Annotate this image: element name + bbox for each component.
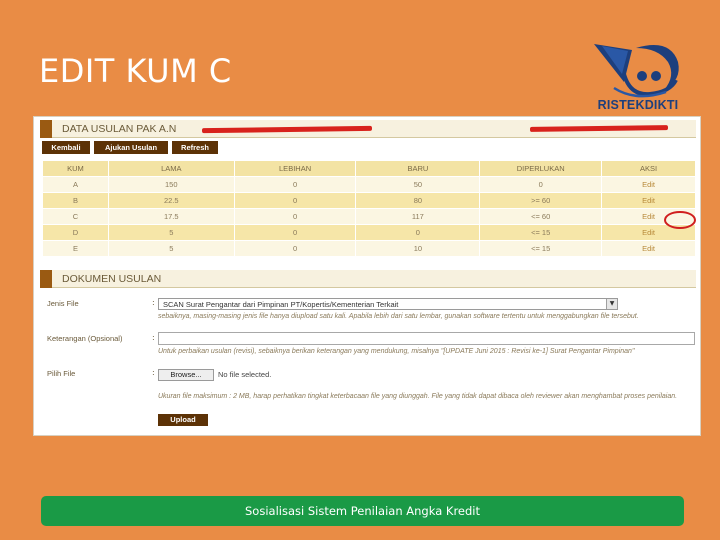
data-usulan-title: DATA USULAN PAK A.N — [62, 123, 177, 135]
column-header: AKSI — [602, 161, 696, 177]
colon: : — [152, 368, 155, 377]
baru-cell: 0 — [356, 225, 480, 241]
name-redaction — [202, 126, 372, 133]
edit-link[interactable]: Edit — [602, 225, 696, 241]
lebihan-cell: 0 — [234, 225, 356, 241]
dokumen-usulan-title: DOKUMEN USULAN — [62, 273, 162, 285]
diperlukan-cell: <= 60 — [480, 209, 602, 225]
edit-link-kum-c[interactable]: Edit — [602, 209, 696, 225]
diperlukan-cell: >= 60 — [480, 193, 602, 209]
diperlukan-cell: <= 15 — [480, 241, 602, 257]
baru-cell: 117 — [356, 209, 480, 225]
logo-text: RISTEKDIKTI — [597, 98, 679, 112]
kum-table — [42, 160, 696, 257]
column-header: DIPERLUKAN — [480, 161, 602, 177]
dokumen-usulan-header — [40, 270, 696, 288]
column-header: LEBIHAN — [234, 161, 356, 177]
ajukan-usulan-button[interactable]: Ajukan Usulan — [94, 141, 168, 154]
lebihan-cell: 0 — [234, 209, 356, 225]
table-row — [43, 225, 696, 241]
kum-cell: C — [43, 209, 109, 225]
colon: : — [152, 298, 155, 307]
diperlukan-cell: 0 — [480, 177, 602, 193]
id-redaction — [530, 125, 668, 132]
column-header: KUM — [43, 161, 109, 177]
footer-text: Sosialisasi Sistem Penilaian Angka Kredit — [245, 504, 480, 518]
kum-cell: A — [43, 177, 109, 193]
jenis-file-label: Jenis File — [47, 299, 79, 308]
upload-hint: Ukuran file maksimum : 2 MB, harap perhatikan tingkat keterbacaan file yang diunggah. File yang tidak dapat dibaca oleh reviewer akan menghambat proses penilaian. — [158, 393, 678, 400]
kum-cell: B — [43, 193, 109, 209]
kum-cell: D — [43, 225, 109, 241]
lebihan-cell: 0 — [234, 177, 356, 193]
kembali-button[interactable]: Kembali — [42, 141, 90, 154]
table-row — [43, 209, 696, 225]
browse-button[interactable]: Browse... — [158, 369, 214, 381]
edit-link[interactable]: Edit — [602, 177, 696, 193]
table-row — [43, 241, 696, 257]
table-row — [43, 193, 696, 209]
keterangan-label: Keterangan (Opsional) — [47, 334, 123, 343]
lama-cell: 5 — [108, 241, 234, 257]
table-row — [43, 177, 696, 193]
highlight-circle — [664, 211, 696, 229]
lama-cell: 22.5 — [108, 193, 234, 209]
baru-cell: 10 — [356, 241, 480, 257]
edit-link[interactable]: Edit — [602, 241, 696, 257]
keterangan-hint: Untuk perbaikan usulan (revisi), sebaiknya berikan keterangan yang mendukung, misalnya "[UPDATE Juni 2015 : Revisi ke-1] Surat Pengantar Pimpinan" — [158, 348, 635, 355]
column-header: BARU — [356, 161, 480, 177]
lebihan-cell: 0 — [234, 241, 356, 257]
lama-cell: 150 — [108, 177, 234, 193]
slide-title: EDIT KUM C — [39, 52, 232, 90]
screenshot-panel — [33, 116, 701, 436]
column-header: LAMA — [108, 161, 234, 177]
pilih-file-label: Pilih File — [47, 369, 76, 378]
lama-cell: 17.5 — [108, 209, 234, 225]
lebihan-cell: 0 — [234, 193, 356, 209]
data-usulan-header — [40, 120, 696, 138]
kum-cell: E — [43, 241, 109, 257]
jenis-file-select[interactable] — [158, 298, 618, 310]
table-header-row — [43, 161, 696, 177]
section-marker — [40, 120, 52, 138]
edit-link[interactable]: Edit — [602, 193, 696, 209]
colon: : — [152, 333, 155, 342]
upload-button[interactable]: Upload — [158, 414, 208, 426]
section-marker — [40, 270, 52, 288]
baru-cell: 80 — [356, 193, 480, 209]
jenis-file-value: SCAN Surat Pengantar dari Pimpinan PT/Kopertis/Kementerian Terkait — [163, 300, 399, 309]
dropdown-arrow-icon[interactable]: ▼ — [606, 299, 617, 309]
diperlukan-cell: <= 15 — [480, 225, 602, 241]
keterangan-input[interactable] — [158, 332, 695, 345]
lama-cell: 5 — [108, 225, 234, 241]
refresh-button[interactable]: Refresh — [172, 141, 218, 154]
jenis-file-hint: sebaiknya, masing-masing jenis file hanya diupload satu kali. Apabila lebih dari satu lembar, gunakan software tertentu untuk menggabungkan file tersebut. — [158, 313, 639, 320]
no-file-text: No file selected. — [218, 370, 272, 379]
footer-bar — [41, 496, 684, 526]
baru-cell: 50 — [356, 177, 480, 193]
